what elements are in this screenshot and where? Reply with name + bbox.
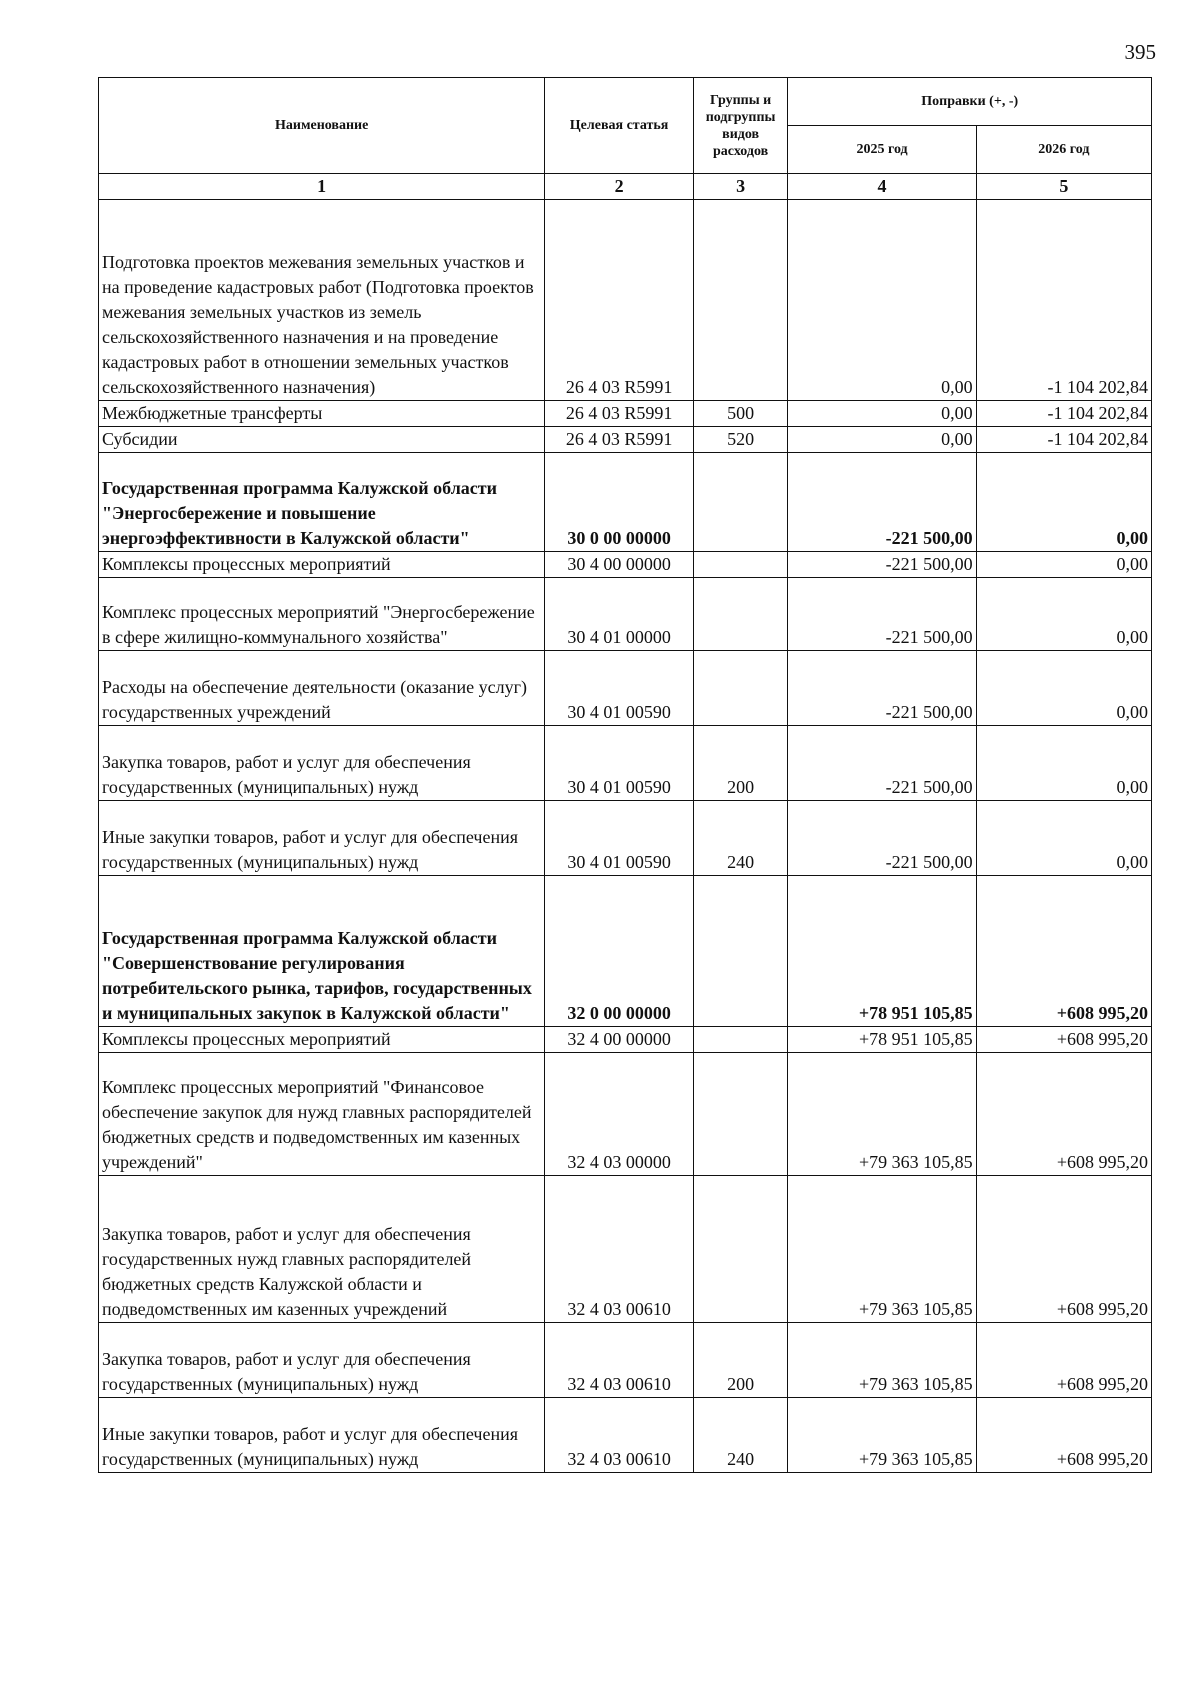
row-name: Комплекс процессных мероприятий "Энергосбережение в сфере жилищно-коммунального хозяйства" xyxy=(99,578,545,651)
table-row xyxy=(99,1053,1152,1176)
row-amount-2025: +79 363 105,85 xyxy=(788,1053,976,1176)
row-amount-2025: 0,00 xyxy=(788,200,976,401)
row-target-code: 32 4 03 00610 xyxy=(545,1398,693,1473)
table-row xyxy=(99,1027,1152,1053)
header-year-2025: 2025 год xyxy=(788,126,976,174)
row-expense-group: 240 xyxy=(693,801,788,876)
row-expense-group xyxy=(693,876,788,1027)
row-name: Закупка товаров, работ и услуг для обеспечения государственных нужд главных распорядителей бюджетных средств Калужской области и подведомственных им казенных учреждений xyxy=(99,1176,545,1323)
row-amount-2025: -221 500,00 xyxy=(788,726,976,801)
row-amount-2026: +608 995,20 xyxy=(976,1398,1151,1473)
column-number: 1 xyxy=(99,174,545,200)
row-name: Межбюджетные трансферты xyxy=(99,401,545,427)
row-name: Расходы на обеспечение деятельности (оказание услуг) государственных учреждений xyxy=(99,651,545,726)
row-target-code: 32 4 03 00000 xyxy=(545,1053,693,1176)
row-amount-2026: -1 104 202,84 xyxy=(976,401,1151,427)
table-row xyxy=(99,200,1152,401)
header-amendments: Поправки (+, -) xyxy=(788,78,1152,126)
row-amount-2026: +608 995,20 xyxy=(976,876,1151,1027)
row-target-code: 26 4 03 R5991 xyxy=(545,200,693,401)
row-target-code: 30 4 00 00000 xyxy=(545,552,693,578)
row-target-code: 26 4 03 R5991 xyxy=(545,427,693,453)
row-expense-group: 500 xyxy=(693,401,788,427)
row-expense-group xyxy=(693,1027,788,1053)
row-amount-2025: 0,00 xyxy=(788,427,976,453)
table-row xyxy=(99,801,1152,876)
column-number: 5 xyxy=(976,174,1151,200)
header-target: Целевая статья xyxy=(545,78,693,174)
table-row xyxy=(99,578,1152,651)
table-row xyxy=(99,552,1152,578)
table-row xyxy=(99,651,1152,726)
row-amount-2025: +78 951 105,85 xyxy=(788,876,976,1027)
row-name: Закупка товаров, работ и услуг для обеспечения государственных (муниципальных) нужд xyxy=(99,1323,545,1398)
row-amount-2025: 0,00 xyxy=(788,401,976,427)
row-target-code: 30 4 01 00000 xyxy=(545,578,693,651)
header-groups: Группы и подгруппы видов расходов xyxy=(693,78,788,174)
row-expense-group xyxy=(693,1176,788,1323)
row-amount-2025: -221 500,00 xyxy=(788,801,976,876)
row-target-code: 30 4 01 00590 xyxy=(545,801,693,876)
row-target-code: 30 0 00 00000 xyxy=(545,453,693,552)
row-amount-2025: -221 500,00 xyxy=(788,453,976,552)
row-target-code: 32 4 03 00610 xyxy=(545,1176,693,1323)
row-name: Закупка товаров, работ и услуг для обеспечения государственных (муниципальных) нужд xyxy=(99,726,545,801)
page-number: 395 xyxy=(1124,40,1156,64)
row-amount-2025: -221 500,00 xyxy=(788,651,976,726)
row-target-code: 32 0 00 00000 xyxy=(545,876,693,1027)
row-name: Комплексы процессных мероприятий xyxy=(99,1027,545,1053)
row-name: Комплекс процессных мероприятий "Финансовое обеспечение закупок для нужд главных распорядителей бюджетных средств и подведомственных им казенных учреждений" xyxy=(99,1053,545,1176)
column-number: 3 xyxy=(693,174,788,200)
table-row xyxy=(99,1398,1152,1473)
table-row xyxy=(99,453,1152,552)
header-year-2026: 2026 год xyxy=(976,126,1151,174)
row-expense-group xyxy=(693,651,788,726)
row-amount-2026: 0,00 xyxy=(976,552,1151,578)
row-amount-2025: +79 363 105,85 xyxy=(788,1176,976,1323)
row-expense-group xyxy=(693,578,788,651)
row-amount-2026: +608 995,20 xyxy=(976,1323,1151,1398)
row-amount-2026: -1 104 202,84 xyxy=(976,200,1151,401)
table-row xyxy=(99,726,1152,801)
row-target-code: 32 4 03 00610 xyxy=(545,1323,693,1398)
row-amount-2026: 0,00 xyxy=(976,726,1151,801)
row-amount-2025: +78 951 105,85 xyxy=(788,1027,976,1053)
row-name: Комплексы процессных мероприятий xyxy=(99,552,545,578)
column-number: 4 xyxy=(788,174,976,200)
row-expense-group: 200 xyxy=(693,1323,788,1398)
row-target-code: 32 4 00 00000 xyxy=(545,1027,693,1053)
row-amount-2026: +608 995,20 xyxy=(976,1027,1151,1053)
row-expense-group xyxy=(693,453,788,552)
row-expense-group: 200 xyxy=(693,726,788,801)
row-target-code: 26 4 03 R5991 xyxy=(545,401,693,427)
row-expense-group xyxy=(693,200,788,401)
row-target-code: 30 4 01 00590 xyxy=(545,726,693,801)
row-name: Государственная программа Калужской области "Совершенствование регулирования потребительского рынка, тарифов, государственных и муниципальных закупок в Калужской области" xyxy=(99,876,545,1027)
budget-table xyxy=(98,77,1152,1473)
table-row xyxy=(99,1176,1152,1323)
table-row xyxy=(99,876,1152,1027)
row-expense-group: 520 xyxy=(693,427,788,453)
row-expense-group xyxy=(693,552,788,578)
table-row xyxy=(99,1323,1152,1398)
column-numbers-row xyxy=(99,174,1152,200)
row-amount-2025: -221 500,00 xyxy=(788,578,976,651)
row-amount-2026: -1 104 202,84 xyxy=(976,427,1151,453)
row-amount-2025: +79 363 105,85 xyxy=(788,1323,976,1398)
row-name: Иные закупки товаров, работ и услуг для обеспечения государственных (муниципальных) нужд xyxy=(99,801,545,876)
row-name: Подготовка проектов межевания земельных участков и на проведение кадастровых работ (Подготовка проектов межевания земельных участков из земель сельскохозяйственного назначения и на проведение кадастровых работ в отношении земельных участков сельскохозяйственного назначения) xyxy=(99,200,545,401)
table-row xyxy=(99,427,1152,453)
row-name: Государственная программа Калужской области "Энергосбережение и повышение энергоэффективности в Калужской области" xyxy=(99,453,545,552)
row-amount-2026: +608 995,20 xyxy=(976,1053,1151,1176)
row-name: Иные закупки товаров, работ и услуг для обеспечения государственных (муниципальных) нужд xyxy=(99,1398,545,1473)
row-amount-2026: 0,00 xyxy=(976,651,1151,726)
row-target-code: 30 4 01 00590 xyxy=(545,651,693,726)
row-expense-group xyxy=(693,1053,788,1176)
column-number: 2 xyxy=(545,174,693,200)
row-amount-2026: 0,00 xyxy=(976,453,1151,552)
header-name: Наименование xyxy=(99,78,545,174)
row-amount-2026: 0,00 xyxy=(976,801,1151,876)
row-amount-2025: +79 363 105,85 xyxy=(788,1398,976,1473)
row-amount-2026: +608 995,20 xyxy=(976,1176,1151,1323)
table-row xyxy=(99,401,1152,427)
row-expense-group: 240 xyxy=(693,1398,788,1473)
row-amount-2026: 0,00 xyxy=(976,578,1151,651)
row-amount-2025: -221 500,00 xyxy=(788,552,976,578)
row-name: Субсидии xyxy=(99,427,545,453)
